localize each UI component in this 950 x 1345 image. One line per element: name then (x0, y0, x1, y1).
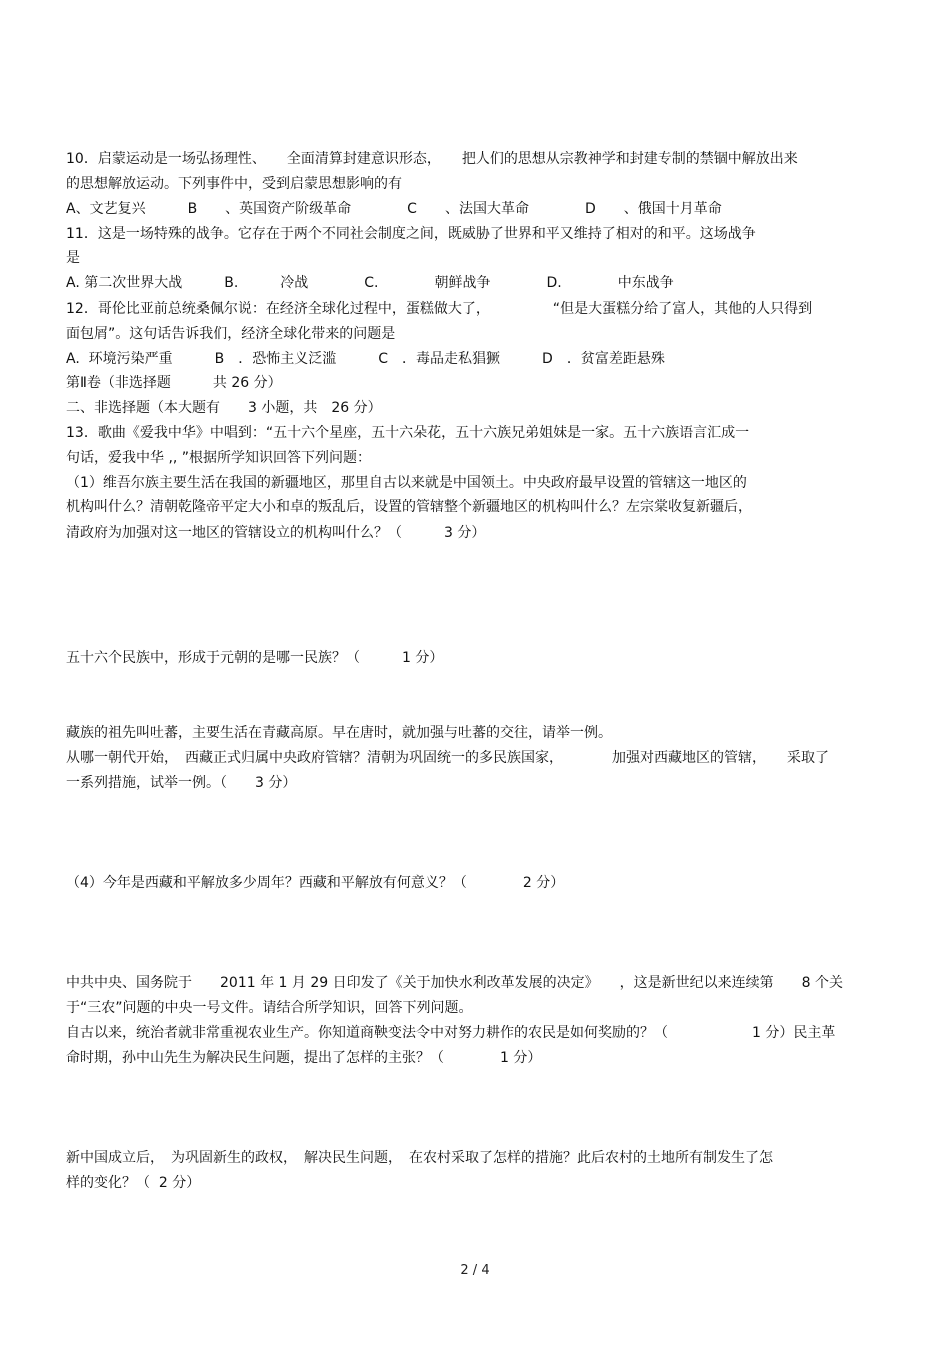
text-line: 面包屑”。这句话告诉我们，经济全球化带来的问题是 (66, 326, 396, 342)
text-line: 一系列措施，试举一例。（ 3 分） (66, 775, 297, 791)
section-heading: 二、非选择题（本大题有 3 小题，共 26 分） (66, 400, 382, 416)
text-line: 13．歌曲《爱我中华》中唱到：“五十六个星座，五十六朵花，五十六族兄弟姐妹是一家。五十六族语言汇成一 (66, 425, 750, 441)
text-line: 12．哥伦比亚前总统桑佩尔说：在经济全球化过程中，蛋糕做大了， “但是大蛋糕分给了富人，其他的人只得到 (66, 301, 813, 317)
page-number: 2 / 4 (460, 1263, 490, 1278)
text-line: A、文艺复兴 B 、英国资产阶级革命 C 、法国大革命 D 、俄国十月革命 (66, 201, 722, 217)
text-line: A. 环境污染严重 B ．恐怖主义泛滥 C ．毒品走私猖獗 D ．贫富差距悬殊 (66, 351, 665, 367)
text-line: 新中国成立后， 为巩固新生的政权， 解决民生问题， 在农村采取了怎样的措施？此后农村的土地所有制发生了怎 (66, 1150, 773, 1166)
text-line: 是 (66, 250, 80, 266)
text-line: （4）今年是西藏和平解放多少周年？西藏和平解放有何意义？（ 2 分） (66, 875, 565, 891)
text-line: 清政府为加强对这一地区的管辖设立的机构叫什么？（ 3 分） (66, 525, 486, 541)
text-line: 句话，爱我中华 ,, ”根据所学知识回答下列问题： (66, 450, 372, 466)
text-line: 中共中央、国务院于 2011 年 1 月 29 日印发了《关于加快水利改革发展的决定》 ，这是新世纪以来连续第 8 个关 (66, 975, 843, 991)
text-line: 五十六个民族中，形成于元朝的是哪一民族？（ 1 分） (66, 650, 444, 666)
text-line: 的思想解放运动。下列事件中，受到启蒙思想影响的有 (66, 176, 402, 192)
text-line: （1）维吾尔族主要生活在我国的新疆地区，那里自古以来就是中国领土。中央政府最早设置的管辖这一地区的 (66, 475, 747, 491)
text-line: 于“三农”问题的中央一号文件。请结合所学知识，回答下列问题。 (66, 1000, 473, 1016)
text-line: 自古以来，统治者就非常重视农业生产。你知道商鞅变法令中对努力耕作的农民是如何奖励的？（ 1 分）民主革 (66, 1025, 836, 1041)
text-line: 10．启蒙运动是一场弘扬理性、 全面清算封建意识形态， 把人们的思想从宗教神学和封建专制的禁锢中解放出来 (66, 151, 798, 167)
text-line: 藏族的祖先叫吐蕃，主要生活在青藏高原。早在唐时，就加强与吐蕃的交往，请举一例。 (66, 725, 612, 741)
text-line: 机构叫什么？清朝乾隆帝平定大小和卓的叛乱后，设置的管辖整个新疆地区的机构叫什么？左宗棠收复新疆后， (66, 499, 752, 515)
text-line: 从哪一朝代开始， 西藏正式归属中央政府管辖？清朝为巩固统一的多民族国家， 加强对西藏地区的管辖， 采取了 (66, 750, 829, 766)
section-heading: 第Ⅱ卷（非选择题 共 26 分） (66, 375, 282, 391)
text-line: 命时期，孙中山先生为解决民生问题，提出了怎样的主张？（ 1 分） (66, 1050, 542, 1066)
text-line: A. 第二次世界大战 B. 冷战 C. 朝鲜战争 D. 中东战争 (66, 275, 674, 291)
text-line: 样的变化？（ 2 分） (66, 1175, 201, 1191)
text-line: 11．这是一场特殊的战争。它存在于两个不同社会制度之间，既威胁了世界和平又维持了相对的和平。这场战争 (66, 226, 756, 242)
